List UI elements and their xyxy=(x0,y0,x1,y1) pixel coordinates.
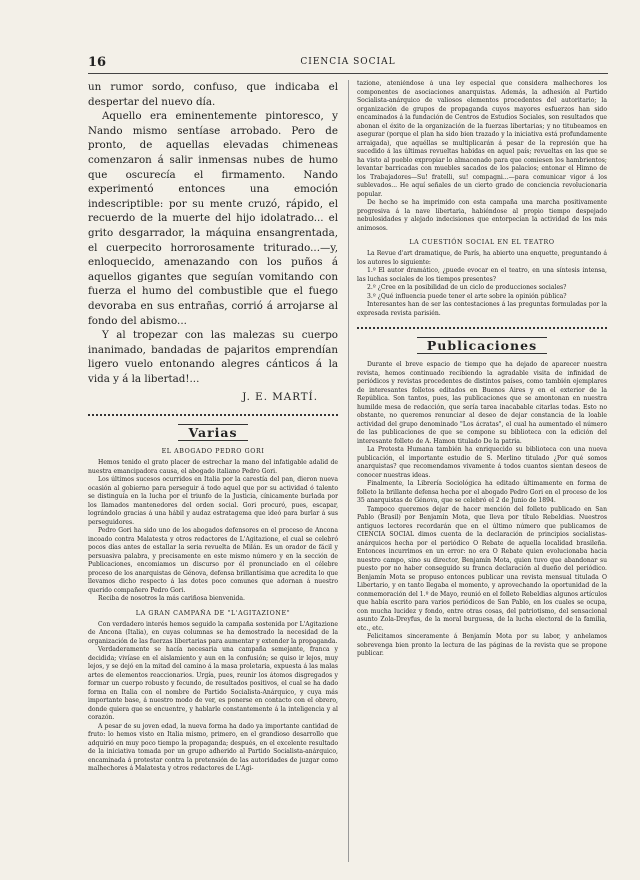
subheading-gori: EL ABOGADO PEDRO GORI xyxy=(161,448,265,456)
running-title: CIENCIA SOCIAL xyxy=(300,57,396,67)
subheading-campana: LA GRAN CAMPAÑA DE "L'AGITAZIONE" xyxy=(135,609,291,617)
article-paragraph: tazione, ateniéndose á una ley especial que considera malhechores los componentes de asociaciones anarquistas. Además, la adhesión al Partido Socialista-anárquico de valiosos elementos procedentes del autoritario; la organización de grupos de propaganda cuyos mayores esfuerzos han sido encaminados á la fundación de Centros de Estudios Sociales, son resultados que abonan el éxito de la organización de la fuerzas libertarias; y no titubeamos en asegurar (porque el plan ha sido bien trazado y la iniciativa está profundamente arraigada), que aquéllas se multiplicarán á pesar de la represión que ha sucedido á las últimas revueltas habidas en aquel país; revueltas en las que se ha visto al pueblo expropiar lo almacenado para que comiesen los hambrientos; levantar barricadas con muebles sacados de los palacios; entonar el Himno de los Trabajadores—Su! fratelli, su! compagni...—para comunicar vigor á los sublevados... He aquí señales de un cierto grado de conciencia revolucionaria popular. xyxy=(357,80,607,198)
article-paragraph: De hecho se ha imprimido con esta campaña una marcha positivamente progresiva á la nave libertaria, habiéndose al propio tiempo despejado nebulosidades y alejado indecisiones que entorpecían la actividad de los más animosos. xyxy=(357,199,607,232)
right-column xyxy=(357,80,607,870)
section-title-text: Varias xyxy=(178,424,247,441)
story-paragraph: Y al tropezar con las malezas su cuerpo inanimado, bandadas de pajaritos emprendían ligero vuelo entonando alegres cánticos á la vida y á la libertad!... xyxy=(88,329,338,385)
article-paragraph: Pedro Gori ha sido uno de los abogados defensores en el proceso de Ancona incoado contra Malatesta y otros redactores de L'Agitazione, el cual se celebró pocos días antes de estallar la seria revuelta de Milán. Es un orador de fácil y persuasiva palabra, y precisamente en este mismo número y en la sección de Publicaciones, encomiamos un discurso por él pronunciado en el célebre proceso de los anarquistas de Génova, defensa brillantísima que acredita lo que llevamos dicho respecto á las dotes poco comunes que adornan á nuestro querido compañero Pedro Gori. xyxy=(88,527,338,594)
section-separator xyxy=(88,414,338,416)
article-paragraph: Verdaderamente se hacía necesaria una campaña semejante, franca y decidida; vivíase en el aislamiento y aun en la confusión; se quiso ir lejos, muy lejos, y se dejó en la mitad del camino á la masa proletaria, expuesta á las malas artes de elementos reaccionarios. Urgía, pues, reunir los átomos disgregados y formar un cuerpo robusto y fecundo, de resultados positivos, el cual se ha dado forma en Italia con el nombre de Partido Socialista-Anárquico, y cuya más importante base, á nuestro modo de ver, es ponerse en contacto con el obrero, donde quiera que se encuentre, y hablarle constantemente á la inteligencia y al corazón. xyxy=(88,646,338,722)
article-paragraph: La Protesta Humana también ha enriquecido su biblioteca con una nueva publicación, el importante estudio de S. Merlino titulado ¿Por qué somos anarquistas? que recomendamos vivamente á todos cuantos sientan deseos de conocer nuestras ideas. xyxy=(357,446,607,479)
story-paragraph: un rumor sordo, confuso, que indicaba el despertar del nuevo día. xyxy=(88,81,338,108)
question-item: 1.º El autor dramático, ¿puede evocar en el teatro, en una síntesis intensa, las luchas sociales de los tiempos presentes? xyxy=(357,267,607,283)
article-paragraph: Los últimos sucesos ocurridos en Italia por la carestía del pan, dieron nueva ocasión al gobierno para perseguir á todo aquel que por su actividad ó talento se distinguía en la lucha por el triunfo de la Justicia, cínicamente burlada por los llamados mantenedores del orden social. Gori procuró, pues, escapar, lográndolo gracias á una hábil y audaz estratagema que ideó para burlar á sus perseguidores. xyxy=(88,476,338,526)
section-title-publicaciones xyxy=(357,338,607,353)
article-paragraph: Finalmente, la Librería Sociológica ha editado últimamente en forma de folleto la brillante defensa hecha por el abogado Pedro Gori en el proceso de los 35 anarquistas de Génova, que se celebró el 2 de Junio de 1894. xyxy=(357,480,607,504)
left-column xyxy=(88,80,338,870)
article-paragraph: Con verdadero interés hemos seguido la campaña sostenida por L'Agitazione de Ancona (Italia), en cuyas columnas se ha demostrado la necesidad de la organización de las fuerzas libertarias para aumentar y extender la propaganda. xyxy=(88,620,338,645)
story-paragraph: Aquello era eminentemente pintoresco, y Nando mismo sentíase arrobado. Pero de pronto, de aquellas elevadas chimeneas comenzaron á salir inmensas nubes de humo que oscurecía el firmamento. Nando experimentó entonces una emoción indescriptible: por su mente cruzó, rápido, el recuerdo de la muerte del hijo idolatrado... el grito desgarrador, la máquina ensangrentada, el cuerpecito horrorosamente triturado...—y, enloquecido, amenazando con los puños á aquellos gigantes que seguían vomitando con fuerza el humo del combustible que el fuego devoraba en sus entrañas, corrió á arrojarse al fondo del abismo... xyxy=(88,110,338,327)
article-paragraph: Reciba de nosotros la más cariñosa bienvenida. xyxy=(98,595,245,603)
section-separator xyxy=(357,327,607,329)
article-paragraph: Felicitamos sinceramente á Benjamín Mota por su labor, y anhelamos sobrevenga bien pronto la lectura de las páginas de la revista que se propone publicar. xyxy=(357,633,607,657)
section-title-varias xyxy=(88,425,338,440)
story-conclusion xyxy=(88,80,338,405)
article-paragraph: A pesar de su joven edad, la nueva forma ha dado ya importante cantidad de fruto: lo hemos visto en Italia mismo, primero, en el grandioso desarrollo que adquirió en muy poco tiempo la propaganda; después, en el excelente resultado de la iniciativa tomada por un grupo adherido al Partido Socialista-anárquico, encaminada á protestar contra la pretensión de las autoridades de juzgar como malhechores á Malatesta y otros redactores de L'Agi- xyxy=(88,722,338,773)
page-number: 16 xyxy=(88,55,107,70)
article-paragraph: Interesantes han de ser las contestaciones á las preguntas formuladas por la expresada revista parisién. xyxy=(357,301,607,317)
author-signature: J. E. MARTÍ. xyxy=(242,391,318,404)
article-paragraph: Durante el breve espacio de tiempo que ha dejado de aparecer nuestra revista, hemos continuado recibiendo la agradable visita de infinidad de periódicos y revistas procedentes de distintos países, como también ejemplares de interesantes folletos editados en Buenos Aires y en el exterior de la República. Son tantos, pues, las publicaciones que se amontonan en nuestra humilde mesa de redacción, que sería tarea inacabable citarlas todas. Esto no obstante, no queremos renunciar al deseo de dejar constancia de la loable actividad del grupo denominado "Los ácratas", el cual ha aumentado el número de las publicaciones de que se compone su biblioteca con la edición del interesante folleto de A. Hamon titulado De la patria. xyxy=(357,361,607,445)
varias-section xyxy=(88,448,338,774)
article-paragraph: La Revue d'art dramatique, de París, ha abierto una enquette, preguntando á los autores lo siguiente: xyxy=(357,250,607,266)
article-paragraph: Hemos tenido el grato placer de estrechar la mano del infatigable adalid de nuestra emancipadora causa, el abogado italiano Pedro Gori. xyxy=(88,459,338,475)
page-header xyxy=(88,55,608,74)
article-paragraph: Tampoco queremos dejar de hacer mención del folleto publicado en San Pablo (Brasil) por Benjamín Mota, que lleva por título Rebeldias. Nuestros antiguos lectores recordarán que en el último número que publicamos de CIENCIA SOCIAL dimos cuenta de la declaración de principios socialistas-anárquicos hecha por el periódico O Rebate de aquella localidad brasileña. Entonces incurrimos en un error: no era O Rebate quien evolucionaba hacia nuestro campo, sino su director, Benjamín Mota, quien tuvo que abandonar su puesto por no haber conseguido su franca declaración al dueño del periódico. Benjamín Mota se propuso entonces publicar una revista mensual titulada O Libertario, y en tanto llegaba el momento, y aprovechando la oportunidad de la conmemoración del 1.º de Mayo, reunió en el folleto Rebeldias algunos artículos que había escrito para varios periódicos de San Pablo, en los cuales se ocupa, con mucha lucidez y fondo, entre otras cosas, del patriotismo, del sensacional asunto Zola-Dreyfus, de la moral burguesa, de la lucha electoral de la familia, etc., etc. xyxy=(357,505,607,632)
subheading-teatro: LA CUESTIÓN SOCIAL EN EL TEATRO xyxy=(409,239,555,246)
column-divider xyxy=(348,80,349,862)
question-item: 2.º ¿Cree en la posibilidad de un ciclo de producciones sociales? xyxy=(367,284,567,291)
question-item: 3.º ¿Qué influencia puede tener el arte sobre la opinión pública? xyxy=(367,292,567,300)
section-title-text: Publicaciones xyxy=(417,337,547,354)
